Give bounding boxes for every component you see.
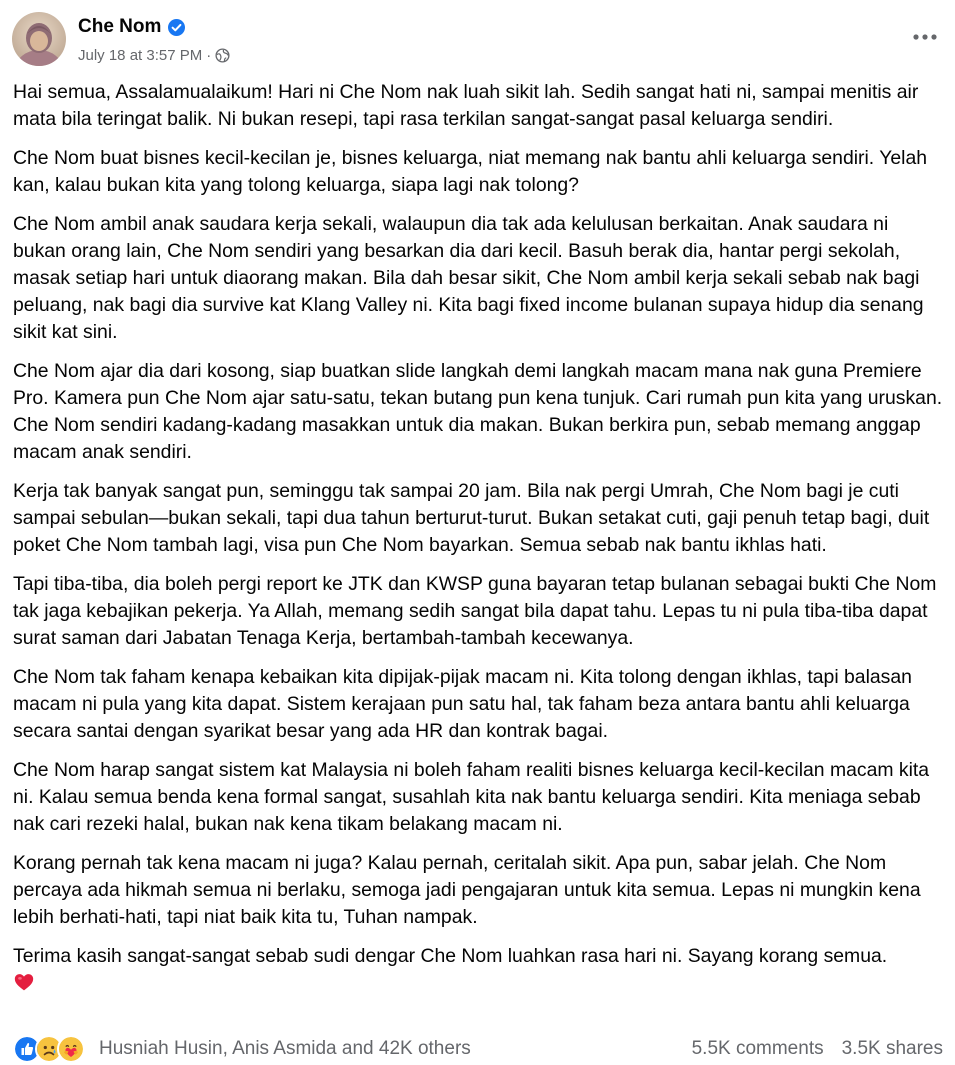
post-header	[12, 12, 943, 68]
post-paragraph: Kerja tak banyak sangat pun, seminggu tak sampai 20 jam. Bila nak pergi Umrah, Che Nom bagi je cuti sampai sebulan—bukan sekali, tapi dua tahun berturut-turut. Bukan setakat cuti, gaji penuh tetap bagi, duit poket Che Nom tambah lagi, visa pun Che Nom bayarkan. Semua sebab nak bantu ikhlas hati.	[13, 480, 930, 556]
reactions-summary[interactable]	[13, 1035, 471, 1063]
more-options-icon	[912, 33, 938, 41]
post-paragraph: Terima kasih sangat-sangat sebab sudi dengar Che Nom luahkan rasa hari ni. Sayang korang semua.	[13, 945, 888, 967]
post-footer	[13, 1035, 943, 1063]
post-paragraph: Che Nom harap sangat sistem kat Malaysia ni boleh faham realiti bisnes keluarga kecil-kecilan macam kita ni. Kalau semua benda kena formal sangat, susahlah kita nak bantu keluarga sendiri. Kita meniaga sebab nak cari rezeki halal, bukan nak kena tikam belakang macam ni.	[13, 759, 930, 835]
post-timestamp[interactable]: July 18 at 3:57 PM	[78, 46, 203, 64]
verified-badge-icon	[168, 19, 185, 36]
post-body	[13, 79, 943, 993]
post-paragraph: Che Nom tak faham kenapa kebaikan kita dipijak-pijak macam ni. Kita tolong dengan ikhlas, tapi balasan macam ni pula yang kita dapat. Sistem kerajaan pun satu hal, tak faham beza antara bantu ahli keluarga secara santai dengan syarikat besar yang ada HR dan kontrak bagai.	[13, 666, 912, 742]
post-paragraph: Che Nom ambil anak saudara kerja sekali, walaupun dia tak ada kelulusan berkaitan. Anak saudara ni bukan orang lain, Che Nom sendiri yang besarkan dia dari kecil. Basuh berak dia, hantar pergi sekolah, masak setiap hari untuk diaorang makan. Bila dah besar sikit, Che Nom ambil kerja sekali sebab nak bagi peluang, nak bagi dia survive kat Klang Valley ni. Kita bagi fixed income bulanan supaya hidup dia senang sikit kat sini.	[13, 213, 924, 343]
post-paragraph: Korang pernah tak kena macam ni juga? Kalau pernah, ceritalah sikit. Apa pun, sabar jelah. Che Nom percaya ada hikmah semua ni berlaku, semoga jadi pengajaran untuk kita semua. Lepas ni mungkin kena lebih berhati-hati, tapi niat baik kita tu, Tuhan nampak.	[13, 852, 921, 928]
engagement-counts	[692, 1038, 943, 1060]
author-name-row	[78, 14, 185, 40]
reactors-text[interactable]: Husniah Husin, Anis Asmida and 42K others	[99, 1038, 471, 1059]
author-avatar[interactable]	[12, 12, 66, 66]
post-meta	[78, 45, 230, 65]
post-paragraph: Hai semua, Assalamualaikum! Hari ni Che Nom nak luah sikit lah. Sedih sangat hati ni, sampai menitis air mata bila teringat balik. Ni bukan resepi, tapi rasa terkilan sangat-sangat pasal keluarga sendiri.	[13, 81, 919, 130]
meta-separator: ·	[206, 46, 212, 64]
post-paragraph: Che Nom buat bisnes kecil-kecilan je, bisnes keluarga, niat memang nak bantu ahli keluarga sendiri. Yelah kan, kalau bukan kita yang tolong keluarga, siapa lagi nak tolong?	[13, 147, 928, 196]
red-heart-emoji	[13, 971, 35, 993]
post-paragraph: Che Nom ajar dia dari kosong, siap buatkan slide langkah demi langkah macam mana nak guna Premiere Pro. Kamera pun Che Nom ajar satu-satu, tekan butang pun kena tunjuk. Cari rumah pun kita yang uruskan. Che Nom sendiri kadang-kadang masakkan untuk dia makan. Bukan berkira pun, sebab memang anggap macam anak sendiri.	[13, 360, 943, 463]
shares-count[interactable]: 3.5K shares	[841, 1038, 943, 1059]
comments-count[interactable]: 5.5K comments	[691, 1038, 824, 1059]
post-paragraph: Tapi tiba-tiba, dia boleh pergi report ke JTK dan KWSP guna bayaran tetap bulanan sebagai bukti Che Nom tak jaga kebajikan pekerja. Ya Allah, memang sedih sangat bila dapat tahu. Lepas tu ni pula tiba-tiba dapat surat saman dari Jabatan Tenaga Kerja, bertambah-tambah kecewanya.	[13, 573, 937, 649]
care-icon	[57, 1035, 85, 1063]
more-options-button[interactable]	[907, 22, 943, 52]
globe-icon[interactable]	[215, 48, 230, 63]
reaction-icons	[13, 1035, 85, 1063]
author-name[interactable]: Che Nom	[78, 16, 162, 37]
